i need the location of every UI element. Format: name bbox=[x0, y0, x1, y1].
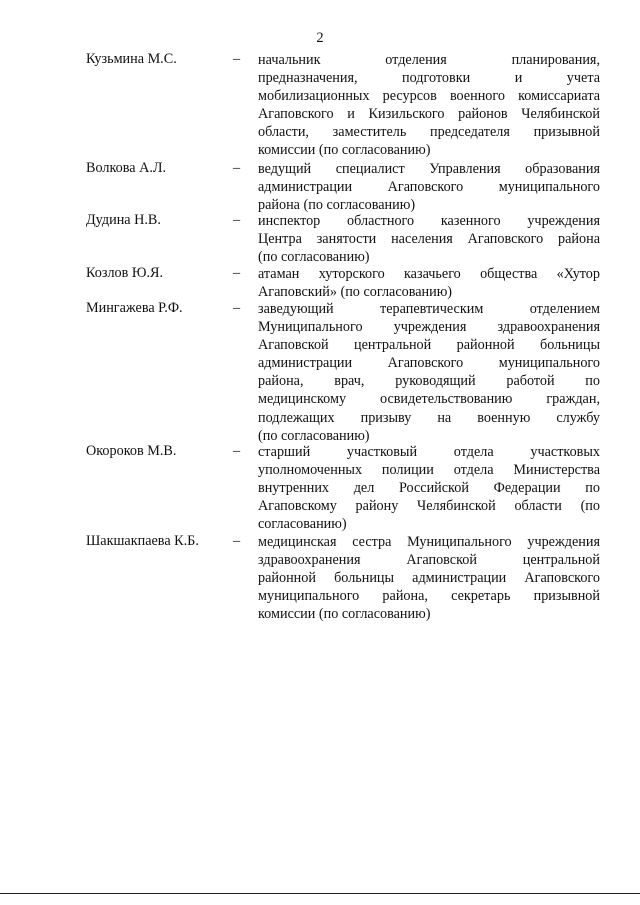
description-line: внутренних дел Российской Федерации по bbox=[258, 480, 600, 497]
description-line: администрации Агаповского муниципального bbox=[258, 355, 600, 372]
description-line: начальник отделения планирования, bbox=[258, 52, 600, 68]
description-line: здравоохранения Агаповской центральной bbox=[258, 552, 600, 569]
member-description bbox=[258, 300, 600, 445]
description-line: района (по согласованию) bbox=[258, 197, 416, 214]
dash-separator: – bbox=[233, 300, 241, 316]
description-line: муниципального района, секретарь призывной bbox=[258, 588, 600, 605]
description-line: ведущий специалист Управления образования bbox=[258, 161, 600, 177]
description-line: подлежащих призыву на военную службу bbox=[258, 409, 600, 426]
page-bottom-rule bbox=[0, 893, 640, 894]
member-name: Козлов Ю.Я. bbox=[86, 265, 164, 281]
page-number: 2 bbox=[316, 30, 324, 46]
description-line: комиссии (по согласованию) bbox=[258, 606, 431, 623]
description-line: предназначения, подготовки и учета bbox=[258, 70, 600, 87]
description-line: (по согласованию) bbox=[258, 427, 370, 444]
description-line: медицинская сестра Муниципального учреждения bbox=[258, 534, 600, 550]
dash-separator: – bbox=[233, 265, 241, 281]
member-description bbox=[258, 533, 600, 623]
description-line: Муниципального учреждения здравоохранения bbox=[258, 319, 600, 336]
member-description bbox=[258, 212, 600, 266]
description-line: администрации Агаповского муниципального bbox=[258, 179, 600, 196]
description-line: мобилизационных ресурсов военного комиссариата bbox=[258, 88, 600, 105]
description-line: области, заместитель председателя призывной bbox=[258, 124, 600, 141]
description-line: района, врач, руководящий работой по bbox=[258, 373, 600, 390]
description-line: комиссии (по согласованию) bbox=[258, 142, 431, 159]
member-description bbox=[258, 265, 600, 301]
dash-separator: – bbox=[233, 160, 241, 176]
description-line: атаман хуторского казачьего общества «Хутор bbox=[258, 266, 600, 282]
member-name: Дудина Н.В. bbox=[86, 212, 161, 228]
description-line: старший участковый отдела участковых bbox=[258, 444, 600, 460]
description-line: Агаповского и Кизильского районов Челябинской bbox=[258, 106, 600, 123]
description-line: заведующий терапевтическим отделением bbox=[258, 301, 600, 317]
description-line: районной больницы администрации Агаповского bbox=[258, 570, 600, 587]
dash-separator: – bbox=[233, 443, 241, 459]
description-line: уполномоченных полиции отдела Министерства bbox=[258, 462, 600, 479]
description-line: Агаповскому району Челябинской области (по bbox=[258, 498, 600, 515]
description-line: Центра занятости населения Агаповского района bbox=[258, 231, 600, 248]
description-line: Агаповский» (по согласованию) bbox=[258, 284, 453, 301]
description-line: (по согласованию) bbox=[258, 249, 370, 266]
member-description bbox=[258, 160, 600, 214]
member-description bbox=[258, 443, 600, 533]
member-name: Мингажева Р.Ф. bbox=[86, 300, 183, 316]
member-description bbox=[258, 51, 600, 160]
description-line: инспектор областного казенного учреждения bbox=[258, 213, 600, 229]
member-name: Окороков М.В. bbox=[86, 443, 177, 459]
member-name: Волкова А.Л. bbox=[86, 160, 167, 176]
description-line: согласованию) bbox=[258, 516, 347, 533]
description-line: Агаповской центральной районной больницы bbox=[258, 337, 600, 354]
dash-separator: – bbox=[233, 533, 241, 549]
dash-separator: – bbox=[233, 212, 241, 228]
dash-separator: – bbox=[233, 51, 241, 67]
member-name: Кузьмина М.С. bbox=[86, 51, 177, 67]
member-name: Шакшакпаева К.Б. bbox=[86, 533, 199, 549]
description-line: медицинскому освидетельствованию граждан, bbox=[258, 391, 600, 408]
